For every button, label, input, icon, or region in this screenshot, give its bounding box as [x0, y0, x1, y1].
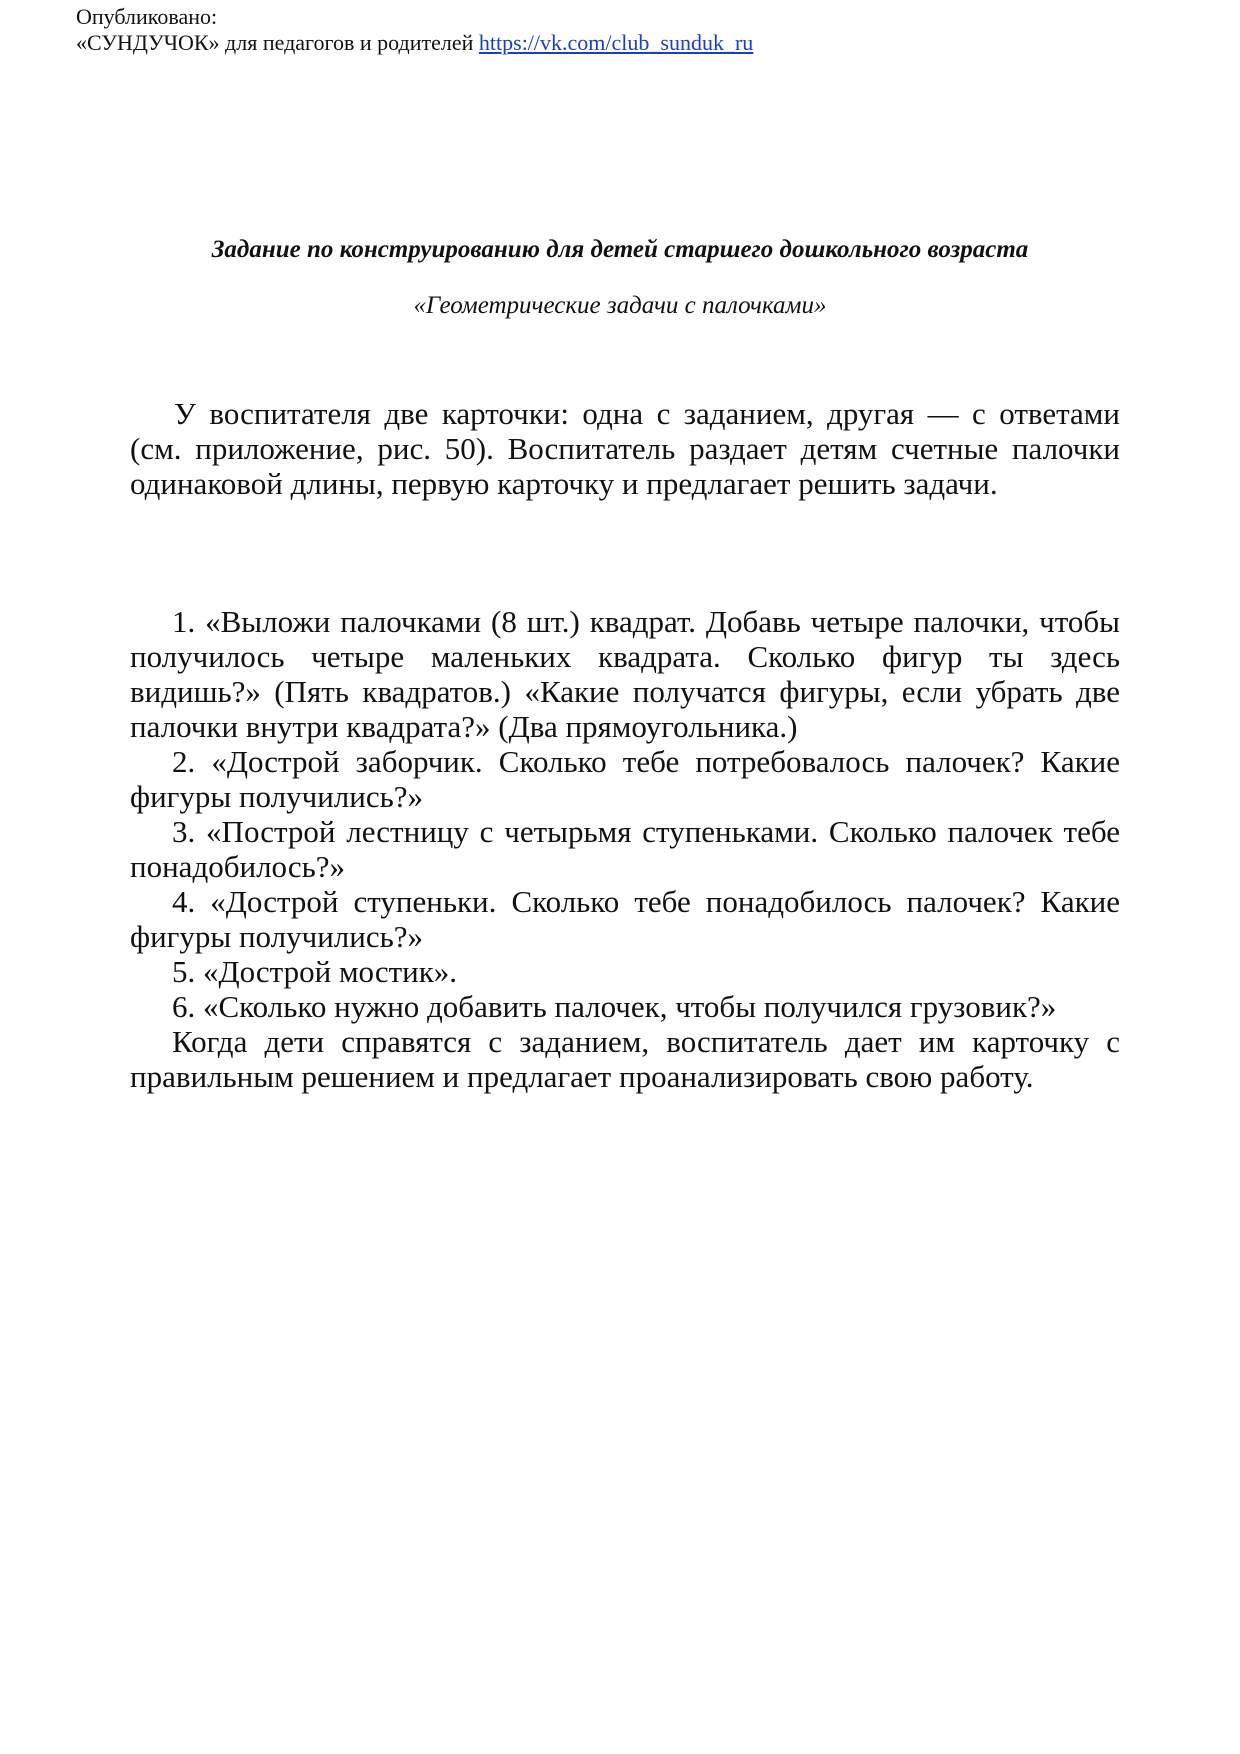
- published-label: Опубликовано:: [76, 4, 218, 29]
- task-item-1: 1. «Выложи палочками (8 шт.) квадрат. Добавь четыре палочки, чтобы получилось четыре маленьких квадрата. Сколько фигур ты здесь видишь?» (Пять квадратов.) «Какие получатся фигуры, если убрать две палочки внутри квадрата?» (Два прямоугольника.): [130, 604, 1120, 744]
- publisher-text: «СУНДУЧОК» для педагогов и родителей: [76, 30, 474, 55]
- vk-group-link[interactable]: https://vk.com/club_sunduk_ru: [478, 30, 754, 55]
- task-item-2: 2. «Дострой заборчик. Сколько тебе потребовалось палочек? Какие фигуры получились?»: [130, 744, 1120, 814]
- document-title: Задание по конструированию для детей старшего дошкольного возраста: [211, 236, 1029, 263]
- task-item-5: 5. «Дострой мостик».: [172, 954, 458, 989]
- publication-header: [76, 4, 753, 56]
- task-item-6: 6. «Сколько нужно добавить палочек, чтобы получился грузовик?»: [172, 989, 1057, 1024]
- task-item-3: 3. «Построй лестницу с четырьмя ступеньками. Сколько палочек тебе понадобилось?»: [130, 814, 1120, 884]
- intro-paragraph: У воспитателя две карточки: одна с заданием, другая — с ответами (см. приложение, рис. 50). Воспитатель раздает детям счетные палочки одинаковой длины, первую карточку и предлагает решить задачи.: [130, 396, 1120, 501]
- document-subtitle: «Геометрические задачи с палочками»: [413, 292, 827, 319]
- conclusion-paragraph: Когда дети справятся с заданием, воспитатель дает им карточку с правильным решением и предлагает проанализировать свою работу.: [130, 1024, 1120, 1094]
- publisher-line: [76, 30, 753, 56]
- task-list: [130, 604, 1120, 1094]
- task-item-4: 4. «Дострой ступеньки. Сколько тебе понадобилось палочек? Какие фигуры получились?»: [130, 884, 1120, 954]
